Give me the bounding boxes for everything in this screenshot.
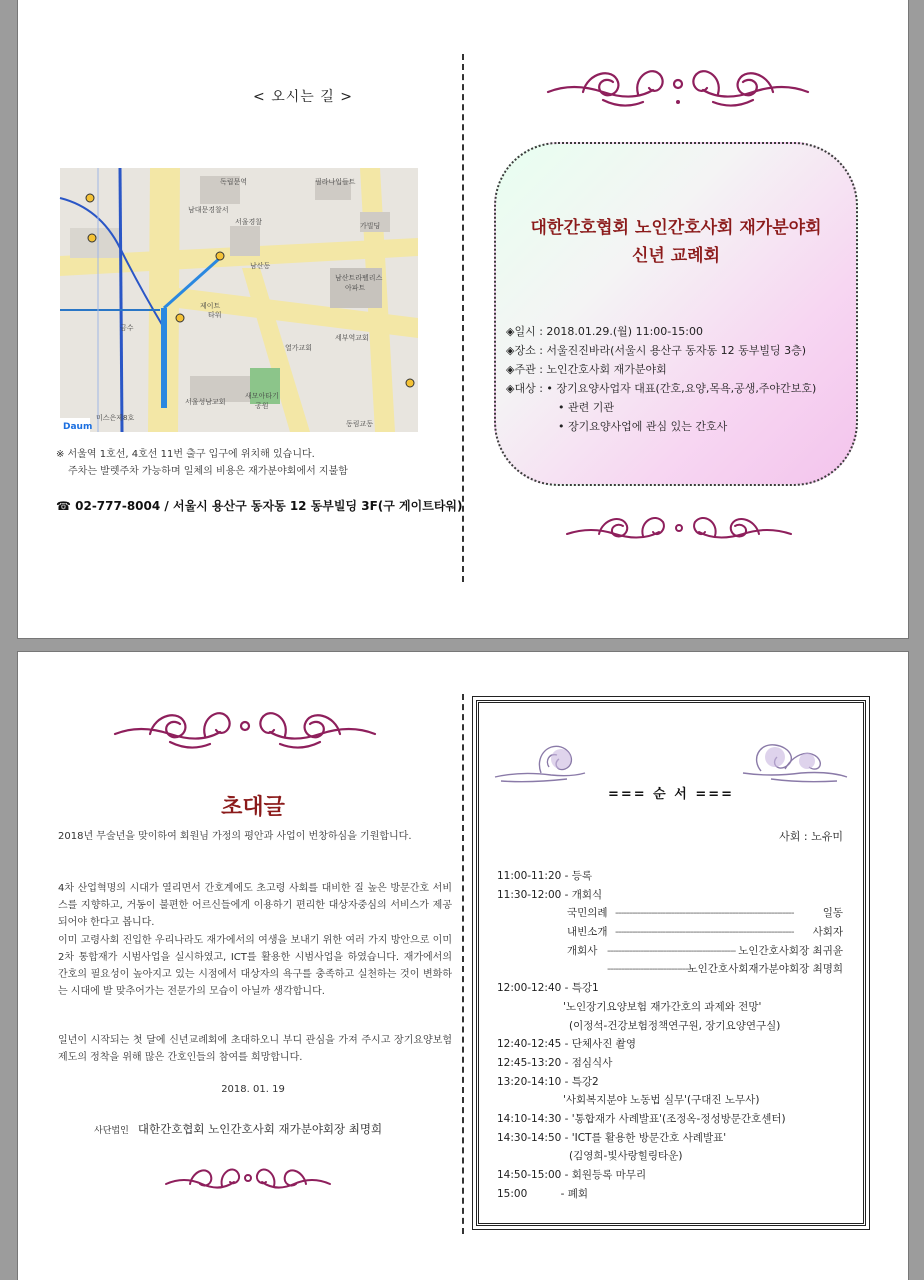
schedule-detail: '사회복지분야 노동법 실무'(구대진 노무사)	[563, 1094, 760, 1107]
schedule-item: 14:10-14:30 - '통합재가 사례발표'(조정옥-정성방문간호센터)	[497, 1113, 786, 1126]
ceremony-row	[497, 923, 843, 942]
svg-text:제이트: 제이트	[200, 302, 221, 310]
flourish-ornament-icon	[543, 62, 813, 116]
brochure-page-1	[18, 0, 908, 638]
leader-dashes: ----------------------------------------------------------------	[615, 907, 794, 920]
schedule-item: 12:45-13:20 - 점심식사	[497, 1056, 613, 1069]
svg-text:새모아타기: 새모아타기	[245, 392, 279, 400]
svg-text:남산트라펠리스: 남산트라펠리스	[335, 274, 383, 282]
event-venue: ◈장소 : 서울진진바라(서울시 용산구 동자동 12 동부빌딩 3층)	[506, 344, 806, 357]
signature-name: 대한간호협회 노인간호사회 재가분야회장 최명희	[137, 1122, 383, 1136]
svg-text:가빌딩: 가빌딩	[360, 222, 381, 230]
invitation-para-2: 4차 산업혁명의 시대가 열리면서 간호계에도 초고령 사회를 대비한 질 높은 방문간호 서비스를 지향하고, 거동이 불편한 어르신들에게 이용하기 편리한 대상자중심의 서비스가 제공되어야 한다고 봅니다.	[58, 883, 452, 928]
invitation-date: 2018. 01. 19	[221, 1084, 285, 1095]
svg-text:서울경찰: 서울경찰	[235, 218, 263, 226]
flourish-ornament-icon	[110, 704, 380, 758]
flourish-ornament-icon	[563, 510, 795, 554]
ceremony-row	[497, 960, 843, 979]
location-map[interactable]	[60, 168, 418, 432]
program-schedule-list	[497, 867, 843, 1204]
svg-text:남대문경찰서: 남대문경찰서	[188, 206, 229, 214]
schedule-detail: (김영희-빛사랑힐링타운)	[569, 1150, 683, 1163]
ceremony-person: 노인간호사회재가분야회장 최명희	[687, 963, 843, 976]
schedule-item: 13:20-14:10 - 특강2	[497, 1075, 599, 1088]
ceremony-person: 일동	[822, 907, 843, 920]
directions-title: < 오시는 길 >	[253, 89, 353, 105]
program-schedule-box	[476, 700, 866, 1226]
invitation-para-1: 2018년 무술년을 맞이하여 회원님 가정의 평안과 사업이 번창하심을 기원합니다.	[58, 831, 412, 842]
event-target-nurses: • 장기요양사업에 관심 있는 간호사	[558, 420, 728, 433]
event-title-line1: 대한간호협회 노인간호사회 재가분야회	[530, 218, 822, 238]
schedule-item: 12:40-12:45 - 단체사진 촬영	[497, 1038, 636, 1051]
svg-text:금수: 금수	[120, 324, 134, 332]
svg-text:동림교동: 동림교동	[346, 420, 374, 428]
event-target: ◈대상 : • 장기요양사업자 대표(간호,요양,목욕,공생,주야간보호)	[506, 382, 817, 395]
leader-dashes: ------------------------------	[607, 963, 691, 976]
map-graphic	[60, 168, 418, 432]
ceremony-role: 내빈소개	[567, 926, 608, 939]
svg-text:독립문역: 독립문역	[220, 178, 248, 186]
schedule-detail: (이정석-건강보험정책연구원, 장기요양연구실)	[569, 1019, 781, 1032]
invitation-title: 초대글	[221, 794, 285, 820]
event-details	[506, 322, 816, 436]
invitation-para-4: 일년이 시작되는 첫 달에 신년교례회에 초대하오니 부디 관심을 가져 주시고 장기요양보험제도의 정착을 위해 많은 간호인들의 참여를 희망합니다.	[58, 1035, 452, 1063]
invitation-para-3: 이미 고령사회 진입한 우리나라도 재가에서의 여생을 보내기 위한 여러 가지 방안으로 이미 2차 통합재가 시범사업을 실시하였고, ICT를 활용한 시범사업을 하였습니다. 재가에서의 간호의 필요성이 높아지고 있는 시점에서 대상자의 욕구를 충족하고 실천하는 것이 변화하는 시대에 발 맞추어가는 전문가의 모습이 아닐까 생각합니다.	[58, 935, 452, 997]
directions-note-2: 주차는 발렛주차 가능하며 일체의 비용은 재가분야회에서 지불함	[68, 466, 348, 477]
event-title	[496, 214, 856, 270]
schedule-item: 14:30-14:50 - 'ICT를 활용한 방문간호 사례발표'	[497, 1131, 727, 1144]
cloud-ornament-icon	[491, 737, 587, 785]
schedule-item: 14:50-15:00 - 회원등록 마무리	[497, 1169, 647, 1182]
leader-dashes: ----------------------------------------------	[607, 944, 736, 957]
schedule-detail: '노인장기요양보험 재가간호의 과제와 전망'	[563, 1000, 762, 1013]
invitation-signature	[94, 1118, 382, 1137]
svg-text:남산동: 남산동	[250, 262, 271, 270]
cloud-ornament-icon	[741, 737, 851, 785]
schedule-item: 12:00-12:40 - 특강1	[497, 982, 599, 995]
ceremony-person: 노인간호사회장 최귀윤	[738, 944, 843, 957]
svg-text:Daum: Daum	[63, 422, 93, 432]
ceremony-row	[497, 904, 843, 923]
svg-text:서울성남교회: 서울성남교회	[185, 398, 226, 406]
ceremony-row	[497, 942, 843, 961]
event-host: ◈주관 : 노인간호사회 재가분야회	[506, 363, 667, 376]
signature-org-prefix: 사단법인	[94, 1126, 129, 1136]
contact-info: ☎ 02-777-8004 / 서울시 용산구 동자동 12 동부빌딩 3F(구 게이트타워)	[56, 499, 463, 513]
svg-text:열가교회: 열가교회	[285, 344, 313, 352]
schedule-item: 11:30-12:00 - 개회식	[497, 888, 603, 901]
svg-text:세부역교회: 세부역교회	[335, 334, 369, 342]
leader-dashes: ----------------------------------------------------------------	[615, 926, 794, 939]
svg-text:아파트: 아파트	[345, 284, 366, 292]
svg-text:미스은제8호: 미스은제8호	[96, 414, 135, 422]
event-target-related: • 관련 기관	[558, 401, 614, 414]
svg-text:공원: 공원	[255, 402, 269, 410]
flourish-ornament-icon	[162, 1162, 334, 1202]
directions-note-1: ※ 서울역 1호선, 4호선 11번 출구 입구에 위치해 있습니다.	[56, 449, 315, 460]
svg-text:타워: 타워	[208, 311, 222, 319]
program-title: === 순 서 ===	[607, 787, 735, 802]
svg-text:필라나입들트: 필라나입들트	[315, 178, 356, 186]
event-date: ◈일시 : 2018.01.29.(월) 11:00-15:00	[506, 325, 703, 338]
schedule-item: 11:00-11:20 - 등록	[497, 870, 593, 882]
schedule-item: 15:00 - 폐회	[497, 1187, 589, 1200]
page-divider	[462, 694, 464, 1234]
ceremony-role: 개회사	[567, 944, 598, 957]
ceremony-role: 국민의례	[567, 907, 608, 920]
event-info-frame	[494, 142, 858, 486]
ceremony-person: 사회자	[812, 926, 843, 939]
event-title-line2: 신년 교례회	[631, 246, 721, 266]
program-mc: 사회 : 노유미	[779, 830, 843, 843]
brochure-page-2	[18, 652, 908, 1280]
